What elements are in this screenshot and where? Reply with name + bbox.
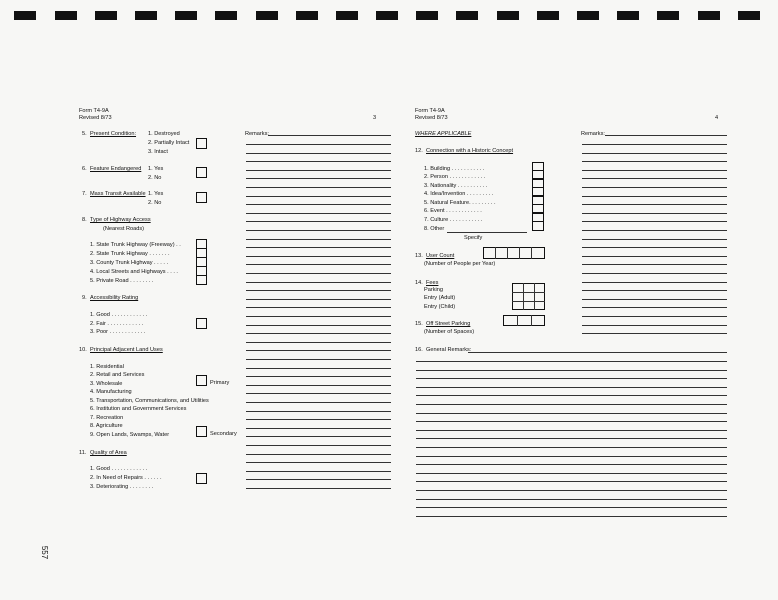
q11-number: 11.: [79, 450, 87, 456]
q15-number: 15.: [415, 321, 423, 327]
q12-checkbox[interactable]: [532, 204, 544, 213]
q10-option: 3. Wholesale: [90, 381, 123, 387]
q5-number: 5.: [82, 131, 87, 137]
writing-line[interactable]: [246, 350, 391, 351]
q16-number: 16.: [415, 347, 423, 353]
q12-option: 6. Event . . . . . . . . . . . .: [424, 208, 482, 214]
writing-line[interactable]: [246, 462, 391, 463]
q12-specify-label: Specify: [464, 235, 483, 241]
writing-line[interactable]: [582, 273, 727, 274]
writing-line[interactable]: [246, 299, 391, 300]
writing-line[interactable]: [416, 464, 727, 465]
writing-line[interactable]: [582, 316, 727, 317]
q13-digit-boxes[interactable]: [483, 247, 545, 259]
q9-option: 1. Good . . . . . . . . . . . .: [90, 312, 148, 318]
writing-line[interactable]: [246, 419, 391, 420]
writing-line[interactable]: [246, 290, 391, 291]
writing-line[interactable]: [605, 135, 727, 136]
writing-line[interactable]: [416, 395, 727, 396]
q11-title: Quality of Area: [90, 450, 127, 456]
writing-line[interactable]: [246, 264, 391, 265]
q11-option: 3. Deteriorating . . . . . . . .: [90, 484, 154, 490]
q12-checkbox[interactable]: [532, 221, 544, 231]
q10-primary-label: Primary: [210, 380, 230, 386]
q8-option: 3. County Trunk Highway . . . . .: [90, 260, 169, 266]
q10-option: 4. Manufacturing: [90, 389, 132, 395]
writing-line[interactable]: [416, 387, 727, 388]
digit-divider: [517, 315, 518, 326]
revision-date: Revised 8/73: [415, 115, 448, 121]
q10-primary-box[interactable]: [196, 375, 207, 386]
q14-title: Fees: [426, 280, 439, 286]
q8-option: 2. State Trunk Highway . . . . . . .: [90, 251, 170, 257]
q5-option: 3. Intact: [148, 149, 168, 155]
q6-option: 2. No: [148, 175, 162, 181]
q15-digit-boxes[interactable]: [503, 315, 545, 326]
q12-option: 8. Other: [424, 226, 445, 232]
q12-checkbox[interactable]: [532, 170, 544, 179]
grid-divider: [512, 301, 545, 302]
writing-line[interactable]: [246, 411, 391, 412]
writing-line[interactable]: [416, 516, 727, 517]
writing-line[interactable]: [416, 430, 727, 431]
q6-number: 6.: [82, 166, 87, 172]
side-page-number: 557: [40, 545, 50, 560]
q12-option: 4. Idea/Invention . . . . . . . . .: [424, 191, 494, 197]
writing-line[interactable]: [582, 333, 727, 334]
writing-line[interactable]: [416, 404, 727, 405]
q16-title: General Remarks:: [426, 347, 472, 353]
q12-option: 2. Person . . . . . . . . . . . .: [424, 174, 486, 180]
q12-checkbox[interactable]: [532, 187, 544, 196]
q7-option: 1. Yes: [148, 191, 164, 197]
q9-option: 2. Fair . . . . . . . . . . . .: [90, 321, 144, 327]
writing-line[interactable]: [246, 368, 391, 369]
writing-line[interactable]: [416, 490, 727, 491]
writing-line[interactable]: [246, 342, 391, 343]
q10-option: 6. Institution and Government Services: [90, 406, 187, 412]
q15-title: Off Street Parking: [426, 321, 471, 327]
writing-line[interactable]: [582, 307, 727, 308]
writing-line[interactable]: [246, 316, 391, 317]
q10-secondary-box[interactable]: [196, 426, 207, 437]
writing-line[interactable]: [416, 499, 727, 500]
writing-line[interactable]: [416, 413, 727, 414]
writing-line[interactable]: [416, 378, 727, 379]
q9-checkbox[interactable]: [196, 318, 207, 329]
writing-line[interactable]: [246, 376, 391, 377]
q5-option: 2. Partially Intact: [148, 140, 190, 146]
section-heading: WHERE APPLICABLE: [415, 131, 472, 137]
writing-line[interactable]: [582, 144, 727, 145]
writing-line[interactable]: [582, 170, 727, 171]
writing-line[interactable]: [246, 402, 391, 403]
writing-line[interactable]: [246, 213, 391, 214]
writing-line[interactable]: [416, 438, 727, 439]
q12-option: 5. Natural Feature. . . . . . . . .: [424, 200, 496, 206]
q14-option: Entry (Child): [424, 304, 456, 310]
writing-line[interactable]: [246, 307, 391, 308]
q8-number: 8.: [82, 217, 87, 223]
q13-subtitle: (Number of People per Year): [424, 261, 496, 267]
writing-line[interactable]: [268, 135, 391, 136]
writing-line[interactable]: [582, 161, 727, 162]
writing-line[interactable]: [246, 359, 391, 360]
revision-date: Revised 8/73: [79, 115, 112, 121]
writing-line[interactable]: [416, 447, 727, 448]
digit-divider: [531, 315, 532, 326]
q9-number: 9.: [82, 295, 87, 301]
q11-option: 2. In Need of Repairs . . . . . .: [90, 475, 162, 481]
digit-divider: [507, 247, 508, 259]
q10-option: 2. Retail and Services: [90, 372, 145, 378]
q15-subtitle: (Number of Spaces): [424, 329, 475, 335]
q12-title: Connection with a Historic Concept: [426, 148, 514, 154]
q10-option: 7. Recreation: [90, 415, 124, 421]
writing-line[interactable]: [246, 239, 391, 240]
writing-line[interactable]: [246, 436, 391, 437]
grid-divider: [512, 292, 545, 293]
q12-option: 1. Building . . . . . . . . . . .: [424, 166, 485, 172]
writing-line[interactable]: [246, 471, 391, 472]
writing-line[interactable]: [582, 221, 727, 222]
digit-divider: [531, 247, 532, 259]
writing-line[interactable]: [246, 454, 391, 455]
writing-line[interactable]: [582, 187, 727, 188]
q12-number: 12.: [415, 148, 423, 154]
writing-line[interactable]: [416, 421, 727, 422]
q14-option: Entry (Adult): [424, 295, 456, 301]
writing-line[interactable]: [582, 290, 727, 291]
q8-checkbox[interactable]: [196, 275, 207, 285]
writing-line[interactable]: [246, 479, 391, 480]
q5-option: 1. Destroyed: [148, 131, 180, 137]
q11-checkbox[interactable]: [196, 473, 207, 484]
form-number: Form T4-9A: [415, 108, 445, 114]
writing-line[interactable]: [582, 213, 727, 214]
writing-line[interactable]: [582, 282, 727, 283]
writing-line[interactable]: [582, 264, 727, 265]
writing-line[interactable]: [582, 325, 727, 326]
q10-number: 10.: [79, 347, 87, 353]
q13-title: User Count: [426, 253, 455, 259]
writing-line[interactable]: [582, 196, 727, 197]
writing-line[interactable]: [416, 473, 727, 474]
q14-number: 14.: [415, 280, 423, 286]
writing-line[interactable]: [246, 221, 391, 222]
q5-checkbox[interactable]: [196, 138, 207, 149]
q6-checkbox[interactable]: [196, 167, 207, 178]
writing-line[interactable]: [246, 273, 391, 274]
writing-line[interactable]: [246, 393, 391, 394]
q7-option: 2. No: [148, 200, 162, 206]
writing-line[interactable]: [246, 153, 391, 154]
writing-line[interactable]: [246, 230, 391, 231]
grid-divider: [523, 283, 524, 310]
q11-option: 1. Good . . . . . . . . . . . .: [90, 466, 148, 472]
writing-line[interactable]: [416, 361, 727, 362]
q8-option: 4. Local Streets and Highways . . . .: [90, 269, 178, 275]
writing-line[interactable]: [468, 352, 727, 353]
writing-line[interactable]: [582, 247, 727, 248]
writing-line[interactable]: [582, 239, 727, 240]
q12-other-line[interactable]: [447, 232, 527, 233]
q8-option: 1. State Trunk Highway (Freeway) . .: [90, 242, 181, 248]
writing-line[interactable]: [246, 170, 391, 171]
writing-line[interactable]: [246, 385, 391, 386]
writing-line[interactable]: [582, 204, 727, 205]
q14-fee-grid[interactable]: [512, 283, 545, 310]
writing-line[interactable]: [582, 230, 727, 231]
q7-title: Mass Transit Available: [90, 191, 146, 197]
writing-line[interactable]: [246, 488, 391, 489]
page-number: 4: [715, 115, 719, 121]
q12-option: 7. Culture . . . . . . . . . . .: [424, 217, 483, 223]
writing-line[interactable]: [246, 428, 391, 429]
q5-title: Present Condition:: [90, 131, 137, 137]
q7-checkbox[interactable]: [196, 192, 207, 203]
writing-line[interactable]: [246, 282, 391, 283]
q10-secondary-label: Secondary: [210, 431, 237, 437]
writing-line[interactable]: [416, 456, 727, 457]
writing-line[interactable]: [582, 256, 727, 257]
remarks-label: Remarks:: [581, 131, 605, 137]
q6-title: Feature Endangered: [90, 166, 142, 172]
page-number: 3: [373, 115, 377, 121]
writing-line[interactable]: [582, 178, 727, 179]
writing-line[interactable]: [246, 247, 391, 248]
writing-line[interactable]: [582, 299, 727, 300]
q9-title: Accessibility Rating: [90, 295, 139, 301]
q10-title: Principal Adjacent Land Uses: [90, 347, 163, 353]
digit-divider: [495, 247, 496, 259]
writing-line[interactable]: [246, 144, 391, 145]
writing-line[interactable]: [246, 445, 391, 446]
q14-option: Parking: [424, 287, 443, 293]
q13-number: 13.: [415, 253, 423, 259]
q8-subtitle: (Nearest Roads): [103, 226, 145, 232]
writing-line[interactable]: [246, 325, 391, 326]
writing-line[interactable]: [246, 187, 391, 188]
q10-option: 9. Open Lands, Swamps, Water: [90, 432, 170, 438]
q8-option: 5. Private Road . . . . . . . .: [90, 278, 154, 284]
q7-number: 7.: [82, 191, 87, 197]
writing-line[interactable]: [582, 153, 727, 154]
writing-line[interactable]: [246, 256, 391, 257]
remarks-label: Remarks:: [245, 131, 269, 137]
writing-line[interactable]: [246, 204, 391, 205]
q10-option: 1. Residential: [90, 364, 124, 370]
writing-line[interactable]: [416, 370, 727, 371]
writing-line[interactable]: [416, 481, 727, 482]
q10-option: 5. Transportation, Communications, and Utilities: [90, 398, 209, 404]
q9-option: 3. Poor . . . . . . . . . . . .: [90, 329, 146, 335]
grid-divider: [534, 283, 535, 310]
writing-line[interactable]: [246, 178, 391, 179]
form-number: Form T4-9A: [79, 108, 109, 114]
q8-title: Type of Highway Access: [90, 217, 151, 223]
writing-line[interactable]: [246, 333, 391, 334]
writing-line[interactable]: [246, 196, 391, 197]
writing-line[interactable]: [416, 507, 727, 508]
digit-divider: [519, 247, 520, 259]
q10-option: 8. Agriculture: [90, 423, 123, 429]
q12-option: 3. Nationality . . . . . . . . . .: [424, 183, 488, 189]
writing-line[interactable]: [246, 161, 391, 162]
q6-option: 1. Yes: [148, 166, 164, 172]
